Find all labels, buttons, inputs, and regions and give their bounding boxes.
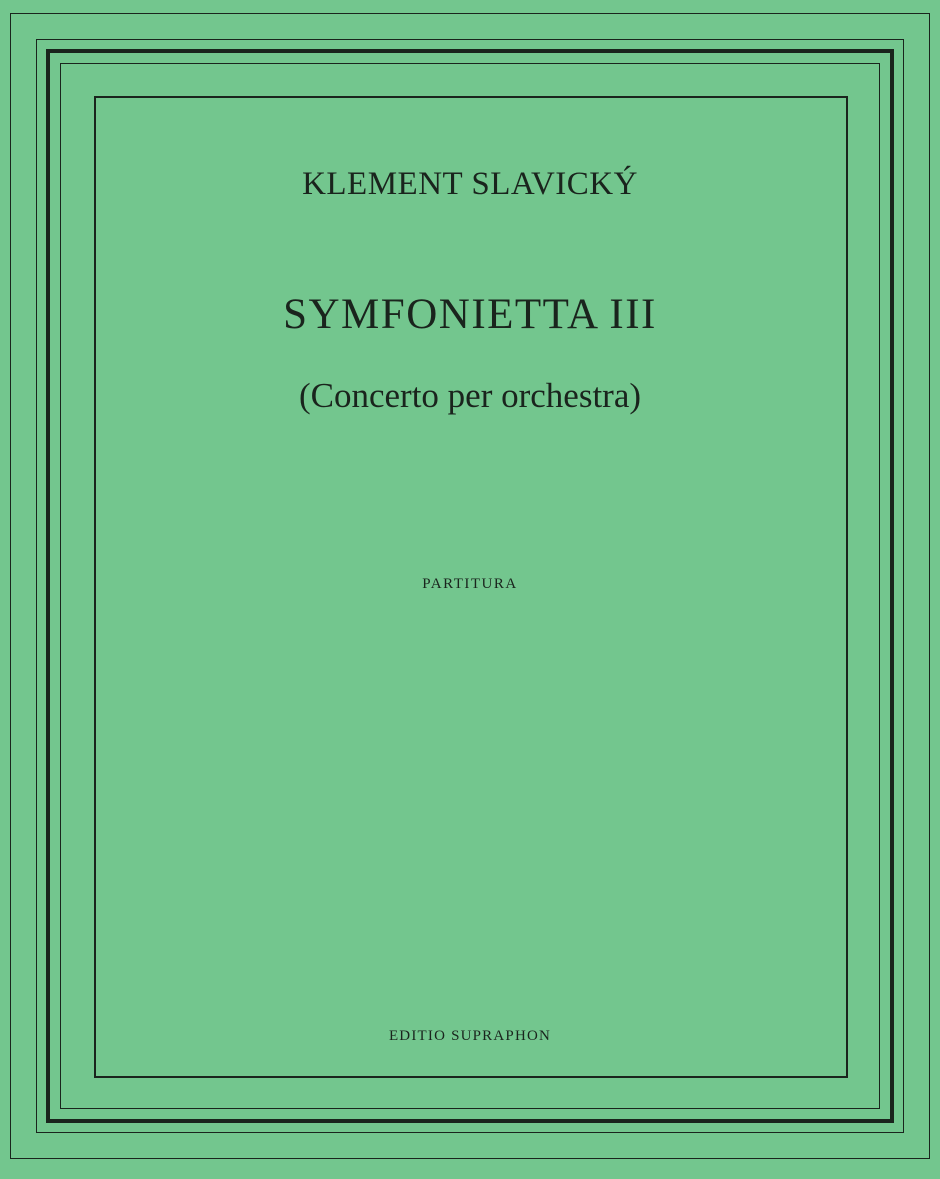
work-subtitle: (Concerto per orchestra) [298,376,642,415]
edition-type-label: PARTITURA [422,576,518,592]
publisher-name: EDITIO SUPRAPHON [388,1028,552,1044]
composer-name: KLEMENT SLAVICKÝ [302,166,638,202]
work-title: SYMFONIETTA III [283,291,657,338]
